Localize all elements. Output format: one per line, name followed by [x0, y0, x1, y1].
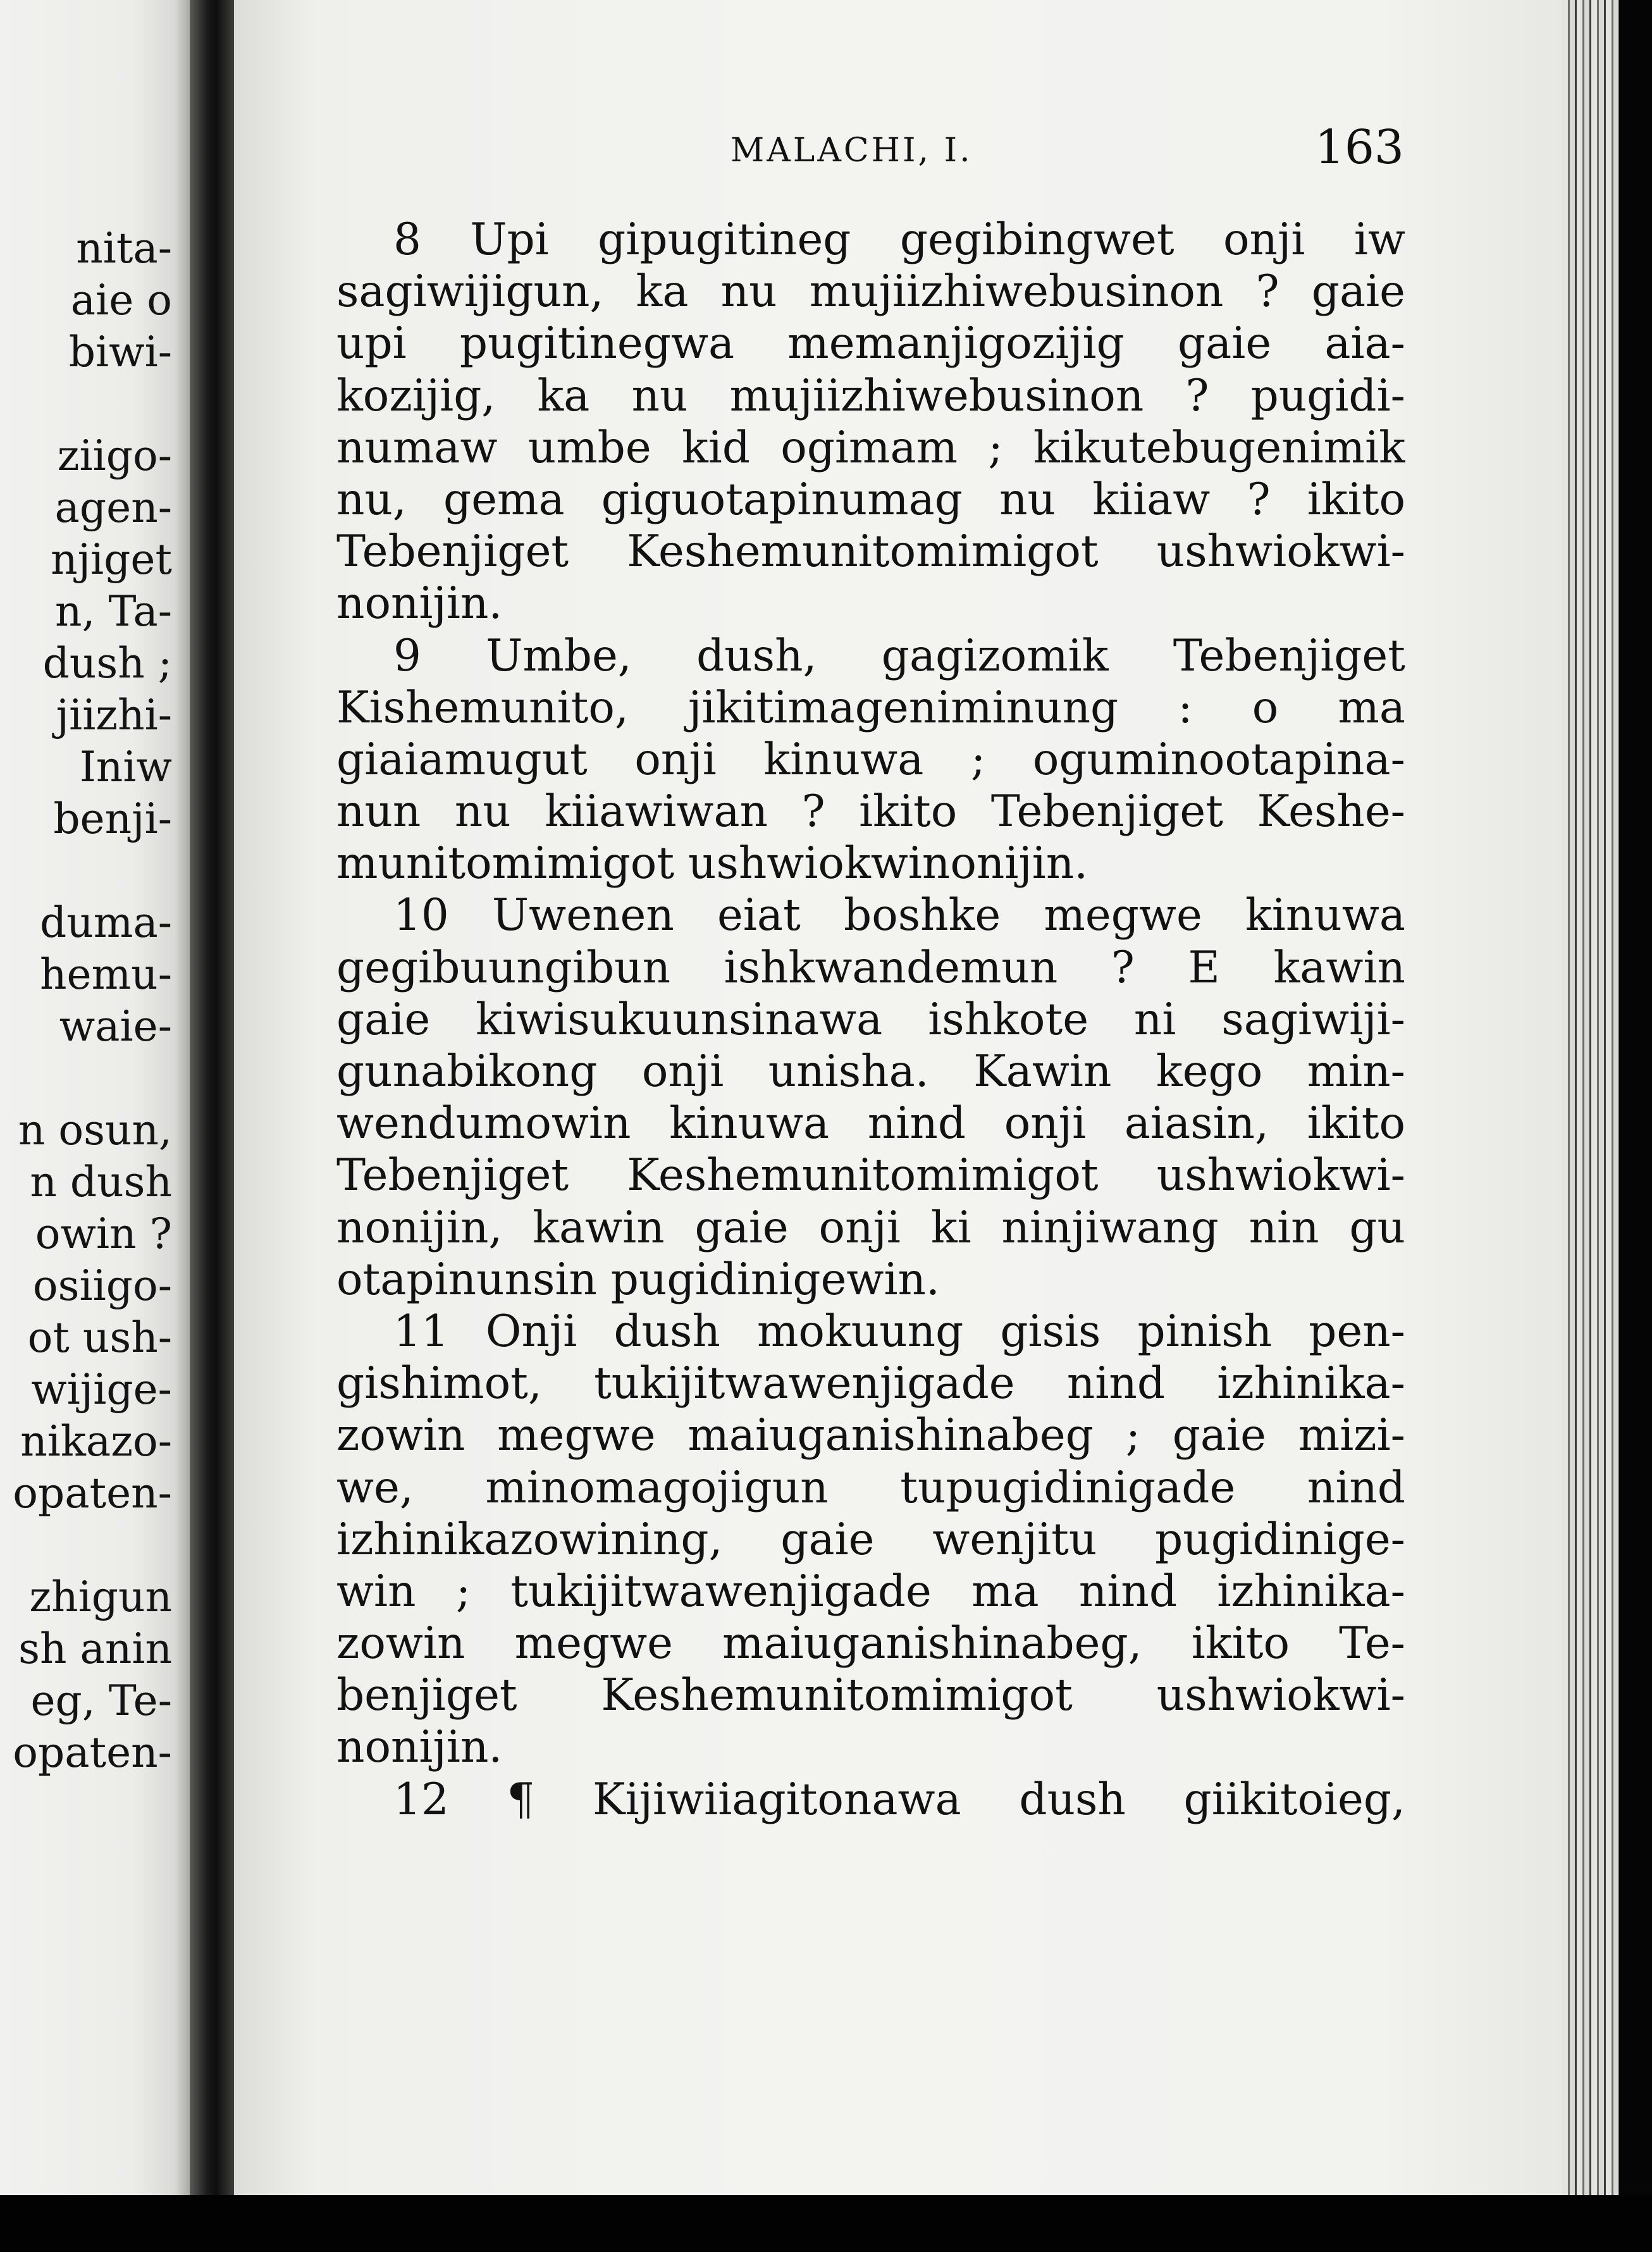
left-line: ziigo-: [57, 431, 172, 480]
left-line: opaten-: [13, 1469, 172, 1518]
running-title: MALACHI, I.: [730, 132, 973, 170]
left-line: Iniw: [79, 743, 172, 791]
left-line: nikazo-: [20, 1417, 172, 1466]
text-line: gaie kiwisukuunsinawa ishkote ni sagiwiji-: [336, 994, 1405, 1045]
text-line: izhinikazowining, gaie wenjitu pugidinige-: [336, 1514, 1405, 1565]
text-line: 10 Uwenen eiat boshke megwe kinuwa: [393, 890, 1405, 941]
background-edge: [1619, 0, 1652, 2252]
text-line: upi pugitinegwa memanjigozijig gaie aia-: [336, 318, 1405, 369]
left-line: opaten-: [13, 1728, 172, 1777]
text-line: nonijin, kawin gaie onji ki ninjiwang nin gu: [336, 1202, 1405, 1253]
left-line: eg, Te-: [30, 1676, 172, 1725]
text-line: nonijin.: [336, 578, 503, 629]
left-line: osiigo-: [32, 1261, 172, 1310]
left-line: [13, 378, 172, 430]
left-line: waie-: [59, 1002, 172, 1051]
left-line: [13, 1053, 172, 1104]
left-line: njiget: [51, 535, 172, 584]
left-line: owin ?: [35, 1210, 172, 1258]
text-line: nun nu kiiawiwan ? ikito Tebenjiget Keshe-: [336, 786, 1405, 838]
text-line: win ; tukijitwawenjigade ma nind izhinika-: [336, 1566, 1405, 1617]
text-line: zowin megwe maiuganishinabeg ; gaie mizi-: [336, 1410, 1405, 1461]
text-line: kozijig, ka nu mujiizhiwebusinon ? pugidi-: [336, 370, 1405, 421]
text-line: sagiwijigun, ka nu mujiizhiwebusinon ? gaie: [336, 266, 1405, 318]
text-line: benjiget Keshemunitomimigot ushwiokwi-: [336, 1670, 1405, 1721]
text-line: gegibuungibun ishkwandemun ? E kawin: [336, 942, 1405, 993]
bottom-background: [0, 2195, 1652, 2252]
left-page-text: [13, 223, 172, 1779]
book-gutter: [190, 0, 234, 2252]
left-line: hemu-: [40, 950, 172, 999]
text-line: 9 Umbe, dush, gagizomik Tebenjiget: [393, 630, 1405, 681]
text-line: nu, gema giguotapinumag nu kiiaw ? ikito: [336, 474, 1405, 525]
text-line: zowin megwe maiuganishinabeg, ikito Te-: [336, 1618, 1405, 1669]
text-line: gunabikong onji unisha. Kawin kego min-: [336, 1046, 1405, 1097]
left-line: nita-: [76, 224, 172, 273]
left-line: n, Ta-: [54, 587, 172, 636]
left-line: [13, 845, 172, 897]
text-line: Tebenjiget Keshemunitomimigot ushwiokwi-: [336, 526, 1405, 578]
left-line: wijige-: [31, 1365, 172, 1414]
left-line: agen-: [54, 483, 172, 532]
left-page-fragment: [0, 0, 190, 2195]
left-line: jiizhi-: [56, 691, 172, 739]
text-line: Tebenjiget Keshemunitomimigot ushwiokwi-: [336, 1150, 1405, 1201]
left-line: duma-: [40, 898, 172, 947]
left-line: biwi-: [68, 328, 172, 376]
left-line: [13, 1519, 172, 1571]
left-line: n dush: [30, 1158, 172, 1206]
text-line: 11 Onji dush mokuung gisis pinish pen-: [393, 1306, 1405, 1357]
left-line: dush ;: [42, 639, 172, 688]
running-head: [379, 114, 1404, 183]
left-line: n osun,: [18, 1106, 172, 1154]
text-line: otapinunsin pugidinigewin.: [336, 1254, 940, 1305]
text-line: munitomimigot ushwiokwinonijin.: [336, 838, 1088, 889]
left-line: benji-: [53, 795, 172, 843]
left-line: aie o: [70, 276, 172, 325]
text-line: Kishemunito, jikitimageniminung : o ma: [336, 682, 1405, 733]
text-line: numaw umbe kid ogimam ; kikutebugenimik: [336, 422, 1405, 473]
left-line: sh anin: [18, 1624, 172, 1673]
left-line: ot ush-: [27, 1313, 172, 1362]
text-line: nonijin.: [336, 1722, 503, 1773]
text-line: gishimot, tukijitwawenjigade nind izhinika-: [336, 1358, 1405, 1409]
body-text: [336, 214, 1405, 1826]
text-line: we, minomagojigun tupugidinigade nind: [336, 1462, 1405, 1513]
text-line: wendumowin kinuwa nind onji aiasin, ikito: [336, 1098, 1405, 1149]
page-number: 163: [1314, 120, 1404, 175]
text-line: 12 ¶ Kijiwiiagitonawa dush giikitoieg,: [393, 1774, 1405, 1825]
text-line: giaiamugut onji kinuwa ; oguminootapina-: [336, 734, 1405, 785]
left-line: zhigun: [29, 1573, 172, 1621]
text-line: 8 Upi gipugitineg gegibingwet onji iw: [393, 214, 1405, 265]
